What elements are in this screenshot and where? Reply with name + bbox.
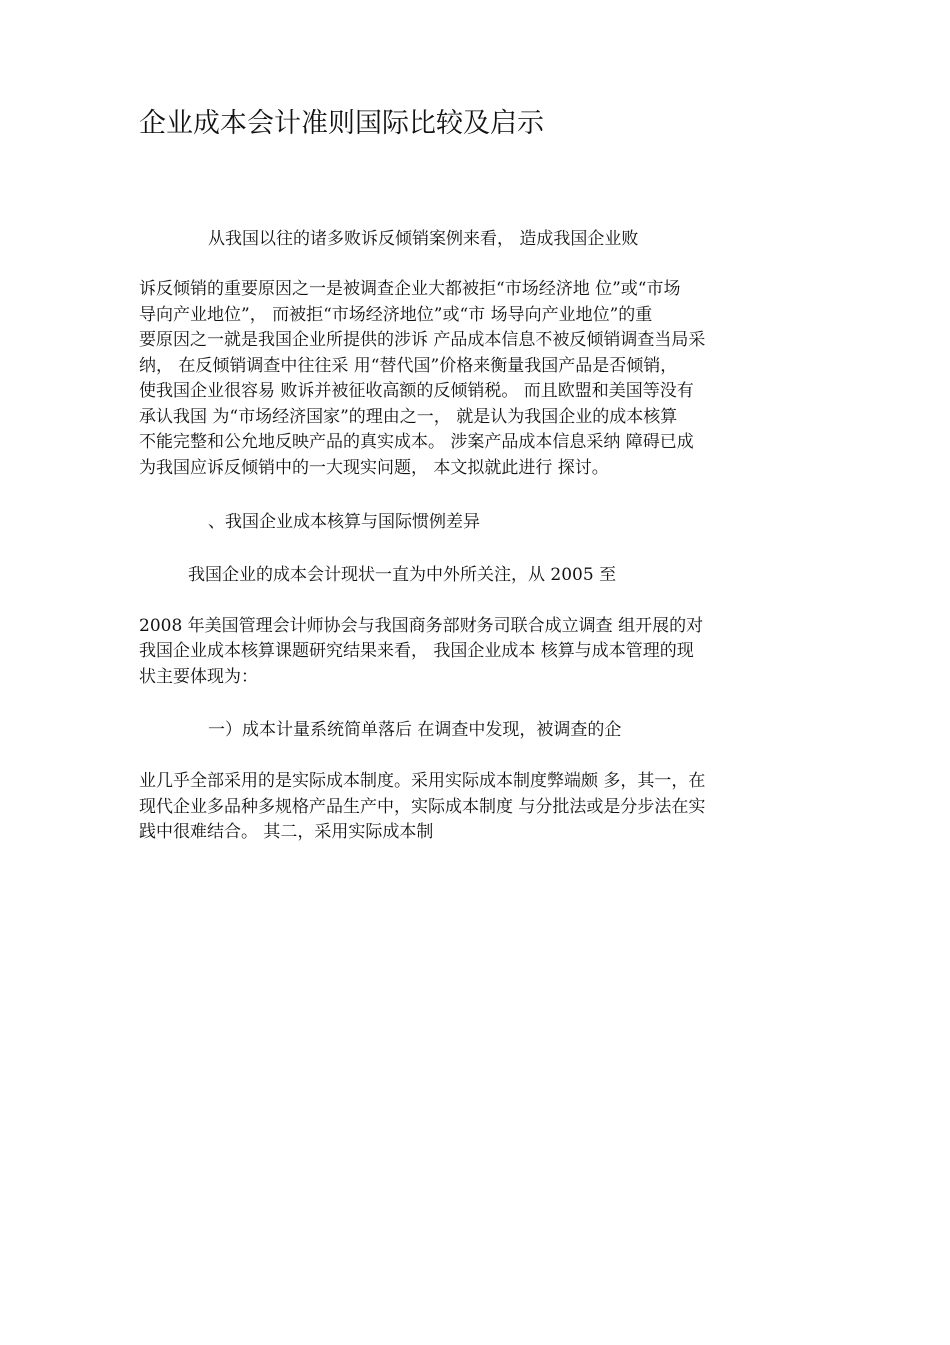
- paragraph-line: 我国企业的成本会计现状一直为中外所关注，从 2005 至: [188, 565, 617, 585]
- paragraph-line: 使我国企业很容易 败诉并被征收高额的反倾销税。 而且欧盟和美国等没有: [139, 381, 694, 401]
- paragraph-line: 导向产业地位”， 而被拒“市场经济地位”或“市 场导向产业地位”的重: [139, 305, 653, 325]
- paragraph-line: 业几乎全部采用的是实际成本制度。采用实际成本制度弊端颇 多，其一，在: [139, 771, 706, 791]
- subsection-heading: 一）成本计量系统简单落后 在调查中发现，被调查的企: [208, 720, 622, 740]
- paragraph-line: 诉反倾销的重要原因之一是被调查企业大都被拒“市场经济地 位”或“市场: [139, 279, 681, 299]
- paragraph-line: 不能完整和公允地反映产品的真实成本。 涉案产品成本信息采纳 障碍已成: [139, 432, 694, 452]
- paragraph-line: 为我国应诉反倾销中的一大现实问题， 本文拟就此进行 探讨。: [139, 458, 609, 478]
- paragraph-line: 承认我国 为“市场经济国家”的理由之一， 就是认为我国企业的成本核算: [139, 407, 678, 427]
- paragraph-line: 我国企业成本核算课题研究结果来看， 我国企业成本 核算与成本管理的现: [139, 641, 694, 661]
- section-heading: 、我国企业成本核算与国际惯例差异: [208, 512, 480, 532]
- paragraph-line: 纳， 在反倾销调查中往往采 用“替代国”价格来衡量我国产品是否倾销，: [139, 356, 678, 376]
- paragraph-line: 2008 年美国管理会计师协会与我国商务部财务司联合成立调查 组开展的对: [139, 616, 704, 636]
- paragraph-line: 从我国以往的诸多败诉反倾销案例来看， 造成我国企业败: [208, 229, 639, 249]
- paragraph-line: 要原因之一就是我国企业所提供的涉诉 产品成本信息不被反倾销调查当局采: [139, 330, 706, 350]
- document-title: 企业成本会计准则国际比较及启示: [139, 108, 544, 139]
- paragraph-line: 现代企业多品种多规格产品生产中，实际成本制度 与分批法或是分步法在实: [139, 797, 706, 817]
- paragraph-line: 践中很难结合。 其二，采用实际成本制: [139, 822, 434, 842]
- paragraph-line: 状主要体现为：: [139, 667, 258, 687]
